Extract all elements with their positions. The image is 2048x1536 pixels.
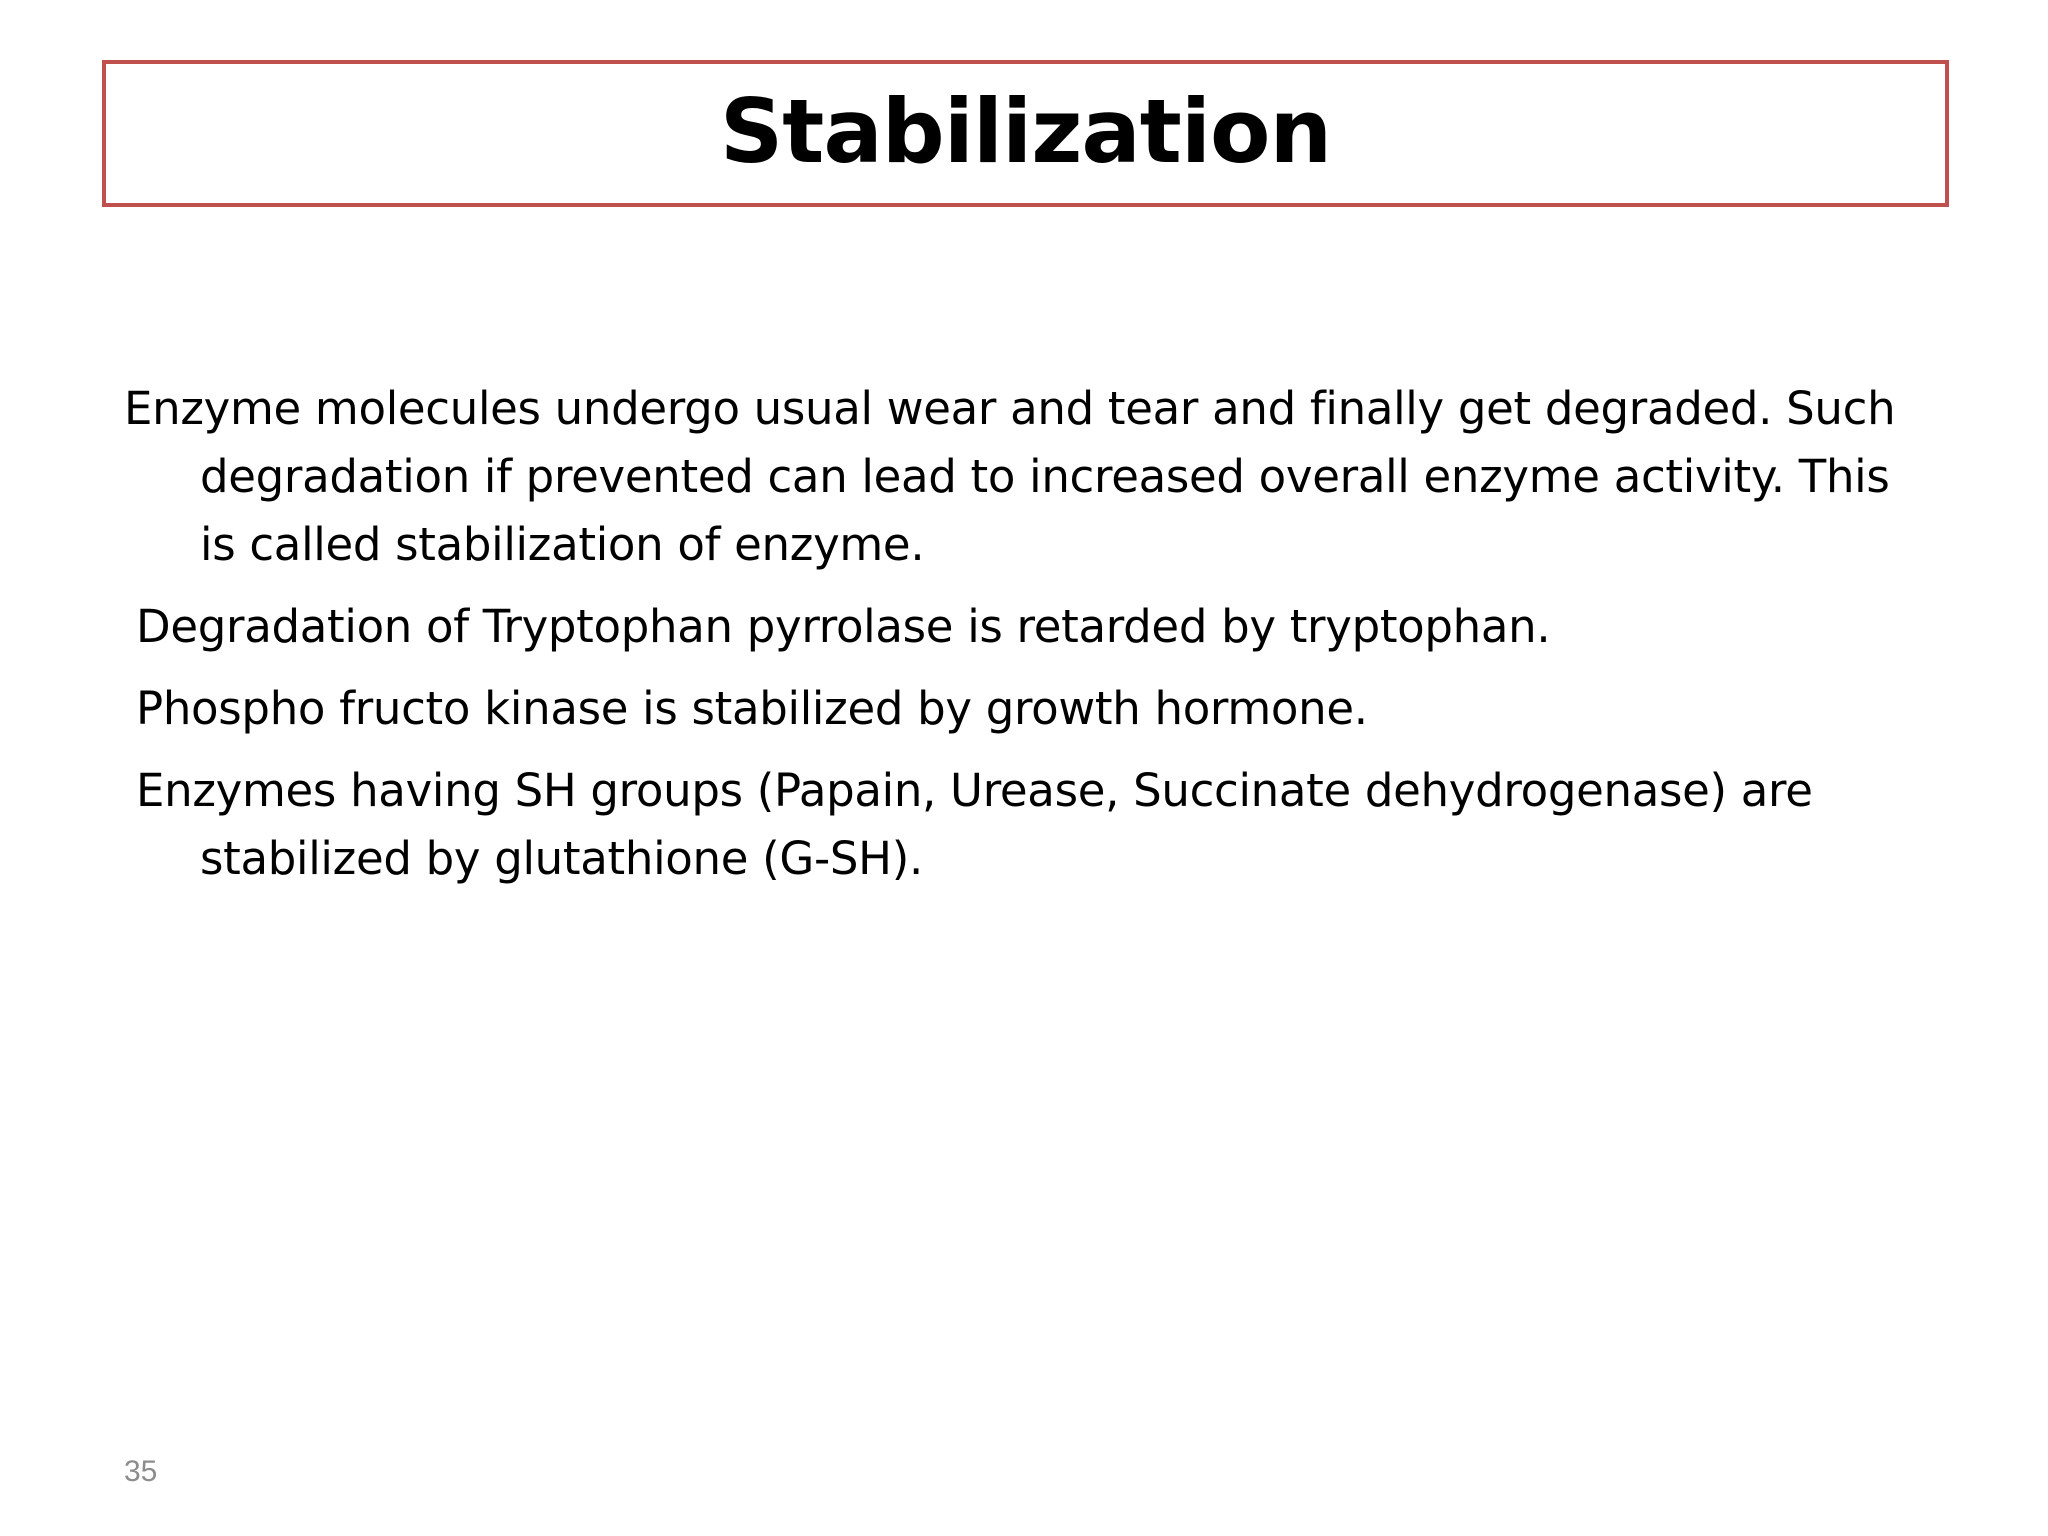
paragraph-sh-enzymes: Enzymes having SH groups (Papain, Urease, Succinate dehydrogenase) are stabilized by glutathione (G-SH). (136, 764, 1813, 885)
paragraph-stabilization-definition: Enzyme molecules undergo usual wear and tear and finally get degraded. Such degradation if prevented can lead to increased overall enzyme activity. This is called stabilization of enzyme. (124, 382, 1896, 571)
page-number: 35 (124, 1455, 158, 1488)
slide-title: Stabilization (719, 79, 1332, 183)
title-box (102, 60, 1949, 207)
paragraph-tryptophan-pyrrolase: Degradation of Tryptophan pyrrolase is retarded by tryptophan. (136, 600, 1551, 653)
paragraph-phosphofructokinase: Phospho fructo kinase is stabilized by growth hormone. (136, 682, 1368, 735)
slide-body (124, 375, 1924, 907)
